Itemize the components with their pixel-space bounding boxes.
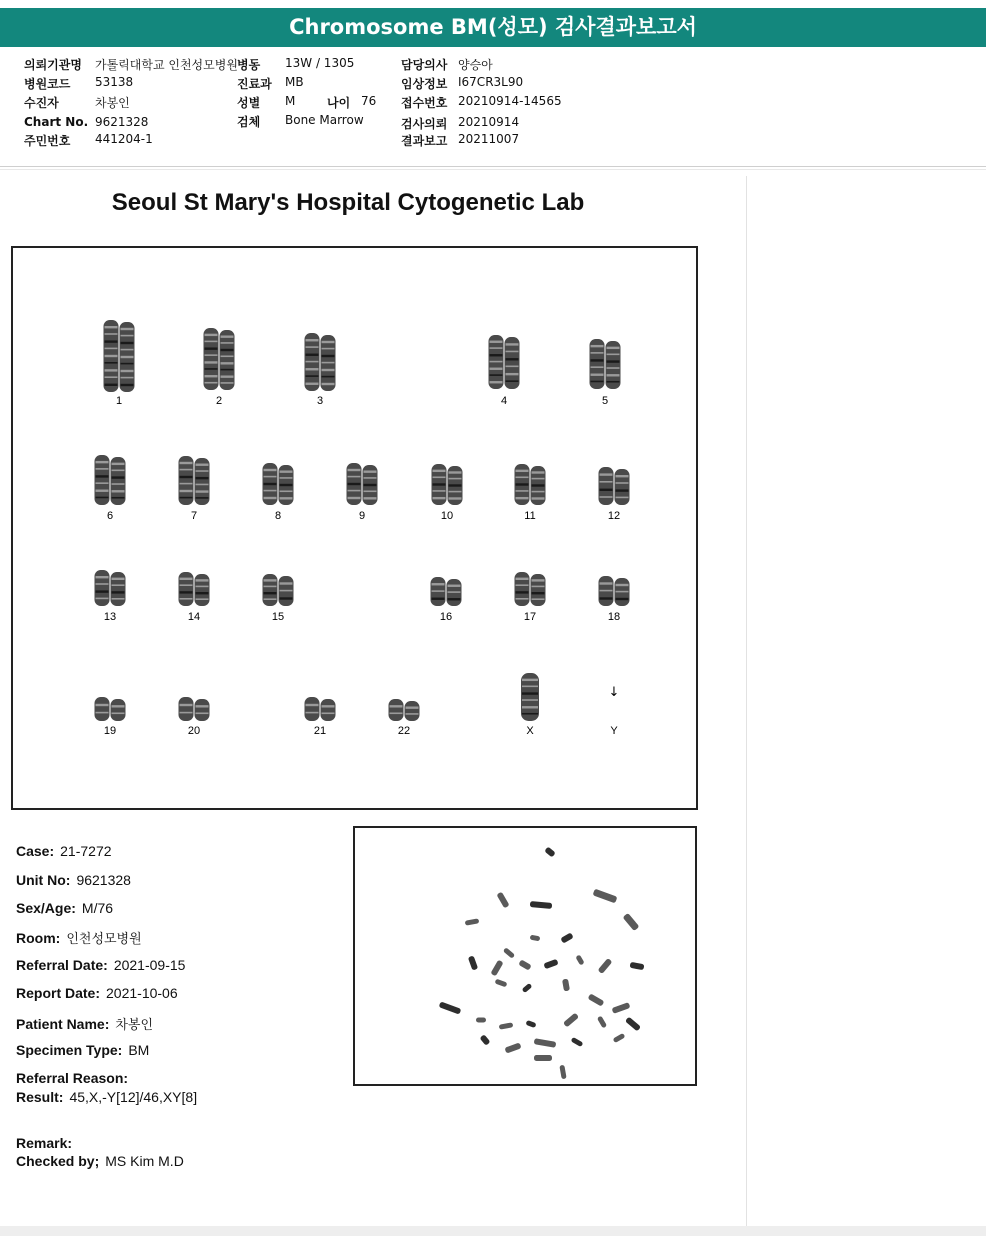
metaphase-chromosome — [534, 1055, 552, 1061]
chromosome-12-b — [615, 469, 630, 505]
chromosome-label-9: 9 — [358, 510, 366, 522]
metaphase-chromosome — [560, 932, 573, 943]
chromosome-9-a — [347, 463, 362, 505]
result-date-label: 결과보고 — [401, 134, 448, 148]
metaphase-chromosome — [625, 1017, 641, 1032]
chromosome-19-a — [95, 697, 110, 721]
chromosome-7-a — [179, 456, 194, 505]
age-value: 76 — [361, 94, 377, 108]
metaphase-chromosome — [575, 954, 584, 965]
metaphase-chromosome — [522, 983, 533, 993]
chart-value: 9621328 — [95, 115, 149, 129]
metaphase-chromosome — [593, 889, 618, 904]
chromosome-label-22: 22 — [397, 725, 411, 737]
metaphase-chromosome — [613, 1033, 626, 1043]
hospital-code-value: 53138 — [95, 75, 134, 89]
chromosome-15-a — [263, 574, 278, 606]
chromosome-7-b — [195, 458, 210, 505]
chromosome-label-14: 14 — [187, 611, 201, 623]
metaphase-chromosome — [588, 993, 605, 1006]
patient-name-row: Patient Name: 차봉인 — [16, 1016, 154, 1033]
chromosome-17-a — [515, 572, 530, 606]
chromosome-8-a — [263, 463, 278, 505]
chromosome-3-b — [321, 335, 336, 391]
chromosome-5-b — [606, 341, 621, 389]
metaphase-chromosome — [630, 962, 645, 970]
metaphase-chromosome — [465, 918, 480, 925]
chromosome-13-b — [111, 572, 126, 606]
metaphase-chromosome — [504, 1042, 521, 1053]
institution-label: 의뢰기관명 — [24, 58, 82, 72]
metaphase-chromosome — [495, 979, 508, 988]
chromosome-8-b — [279, 465, 294, 505]
examinee-value: 차봉인 — [95, 96, 130, 110]
chromosome-label-12: 12 — [607, 510, 621, 522]
chromosome-18-a — [599, 576, 614, 606]
chromosome-label-18: 18 — [607, 611, 621, 623]
id-value: 441204-1 — [95, 132, 153, 146]
metaphase-chromosome — [571, 1037, 584, 1047]
unit-row: Unit No: 9621328 — [16, 872, 131, 888]
chromosome-11-b — [531, 466, 546, 505]
page-footer-strip — [0, 1226, 986, 1236]
chromosome-17-b — [531, 574, 546, 606]
referral-reason-row: Referral Reason: — [16, 1070, 129, 1086]
metaphase-chromosome — [518, 959, 531, 970]
chromosome-14-b — [195, 574, 210, 606]
chromosome-22-b — [405, 701, 420, 721]
chromosome-label-20: 20 — [187, 725, 201, 737]
chromosome-4-b — [505, 337, 520, 389]
metaphase-chromosome — [559, 1065, 566, 1080]
karyogram-image — [13, 248, 696, 808]
chromosome-label-Y: Y — [610, 725, 618, 737]
chromosome-label-11: 11 — [524, 510, 536, 522]
ward-value: 13W / 1305 — [285, 56, 355, 70]
chromosome-label-10: 10 — [440, 510, 454, 522]
chromosome-21-b — [321, 699, 336, 721]
referral-date-row: Referral Date: 2021-09-15 — [16, 957, 186, 973]
chromosome-label-21: 21 — [313, 725, 327, 737]
specimen-label: 검체 — [237, 115, 261, 129]
metaphase-chromosome — [623, 913, 640, 931]
specimen-type-row: Specimen Type: BM — [16, 1042, 150, 1058]
examinee-label: 수진자 — [24, 96, 59, 110]
chromosome-label-3: 3 — [316, 395, 324, 407]
divider — [0, 169, 986, 170]
patient-info-panel — [0, 48, 986, 167]
chromosome-6-b — [111, 457, 126, 505]
chromosome-label-16: 16 — [439, 611, 453, 623]
age-label: 나이 — [327, 96, 351, 110]
sex-label: 성별 — [237, 96, 261, 110]
metaphase-chromosome — [479, 1034, 490, 1046]
metaphase-chromosome — [490, 960, 503, 977]
chromosome-22-a — [389, 699, 404, 721]
metaphase-chromosome — [544, 846, 556, 857]
metaphase-chromosome — [543, 959, 558, 969]
chromosome-label-19: 19 — [103, 725, 117, 737]
metaphase-chromosome — [562, 979, 570, 992]
chromosome-12-a — [599, 467, 614, 505]
chromosome-14-a — [179, 572, 194, 606]
chromosome-18-b — [615, 578, 630, 606]
chromosome-2-a — [204, 328, 219, 390]
chromosome-10-a — [432, 464, 447, 505]
clinical-value: I67CR3L90 — [458, 75, 524, 89]
chromosome-16-a — [431, 577, 446, 606]
sexage-row: Sex/Age: M/76 — [16, 900, 114, 916]
room-row: Room: 인천성모병원 — [16, 930, 142, 947]
metaphase-chromosome — [530, 935, 541, 942]
metaphase-chromosome — [612, 1002, 631, 1014]
chromosome-3-a — [305, 333, 320, 391]
doctor-value: 양승아 — [458, 58, 493, 72]
chromosome-19-b — [111, 699, 126, 721]
chromosome-13-a — [95, 570, 110, 606]
clinical-label: 임상정보 — [401, 77, 448, 91]
metaphase-image — [355, 828, 695, 1084]
request-label: 검사의뢰 — [401, 117, 448, 131]
chromosome-label-15: 15 — [271, 611, 285, 623]
chromosome-label-4: 4 — [500, 395, 508, 407]
id-label: 주민번호 — [24, 134, 71, 148]
chromosome-16-b — [447, 579, 462, 606]
receipt-value: 20210914-14565 — [458, 94, 562, 108]
receipt-label: 접수번호 — [401, 96, 448, 110]
metaphase-chromosome — [530, 901, 552, 909]
metaphase-chromosome — [439, 1001, 462, 1014]
request-value: 20210914 — [458, 115, 520, 129]
chromosome-9-b — [363, 465, 378, 505]
chromosome-label-13: 13 — [103, 611, 117, 623]
metaphase-chromosome — [499, 1022, 514, 1029]
chromosome-label-6: 6 — [106, 510, 114, 522]
metaphase-chromosome — [598, 958, 613, 974]
result-row: Result: 45,X,-Y[12]/46,XY[8] — [16, 1089, 198, 1105]
chromosome-1-a — [104, 320, 119, 392]
chromosome-2-b — [220, 330, 235, 390]
metaphase-chromosome — [525, 1020, 536, 1028]
result-date-value: 20211007 — [458, 132, 520, 146]
chromosome-label-5: 5 — [601, 395, 609, 407]
metaphase-chromosome — [468, 955, 478, 970]
karyotype-report — [0, 176, 747, 1226]
department-value: MB — [285, 75, 304, 89]
chromosome-label-7: 7 — [190, 510, 198, 522]
ward-label: 병동 — [237, 58, 261, 72]
chromosome-21-a — [305, 697, 320, 721]
chromosome-6-a — [95, 455, 110, 505]
case-row: Case: 21-7272 — [16, 843, 112, 859]
chromosome-label-2: 2 — [215, 395, 223, 407]
checked-by-row: Checked by; MS Kim M.D — [16, 1153, 184, 1169]
chromosome-20-a — [179, 697, 194, 721]
karyogram-panel — [11, 246, 698, 810]
chromosome-label-1: 1 — [115, 395, 123, 407]
report-title: Chromosome BM(성모) 검사결과보고서 — [0, 8, 986, 47]
remark-row: Remark: — [16, 1135, 73, 1151]
report-date-row: Report Date: 2021-10-06 — [16, 985, 178, 1001]
chromosome-5-a — [590, 339, 605, 389]
metaphase-chromosome — [597, 1016, 607, 1029]
chromosome-10-b — [448, 466, 463, 505]
metaphase-chromosome — [534, 1038, 557, 1048]
institution-value: 가톨릭대학교 인천성모병원 — [95, 58, 238, 72]
hospital-code-label: 병원코드 — [24, 77, 71, 91]
chromosome-X — [521, 673, 539, 721]
chart-label: Chart No. — [24, 115, 89, 129]
sex-value: M — [285, 94, 296, 108]
chromosome-label-17: 17 — [523, 611, 537, 623]
department-label: 진료과 — [237, 77, 272, 91]
metaphase-chromosome — [476, 1018, 486, 1023]
lab-title: Seoul St Mary's Hospital Cytogenetic Lab — [111, 189, 585, 216]
chromosome-11-a — [515, 464, 530, 505]
metaphase-chromosome — [496, 892, 509, 909]
chromosome-label-X: X — [526, 725, 534, 737]
chromosome-20-b — [195, 699, 210, 721]
chromosome-4-a — [489, 335, 504, 389]
chromosome-15-b — [279, 576, 294, 606]
specimen-value: Bone Marrow — [285, 113, 364, 127]
chromosome-1-b — [120, 322, 135, 392]
doctor-label: 담당의사 — [401, 58, 448, 72]
missing-y-arrow: ↓ — [608, 685, 620, 700]
chromosome-label-8: 8 — [274, 510, 282, 522]
metaphase-chromosome — [563, 1013, 579, 1028]
metaphase-panel — [353, 826, 697, 1086]
metaphase-chromosome — [503, 947, 515, 959]
